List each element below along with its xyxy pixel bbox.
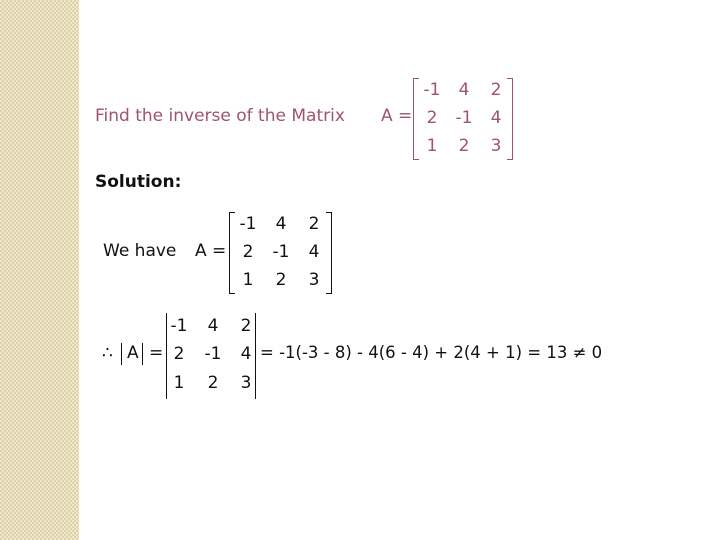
det-label-right-bar bbox=[142, 343, 143, 365]
therefore-symbol: ∴ bbox=[102, 343, 113, 363]
matrix-cell: 1 bbox=[426, 136, 438, 156]
matrix-cell: -1 bbox=[272, 242, 290, 262]
matrix-cell: -1 bbox=[423, 80, 441, 100]
matrix-cell: 1 bbox=[242, 270, 254, 290]
matrix-cell: 2 bbox=[242, 242, 254, 262]
det-label: A bbox=[127, 343, 139, 363]
matrix-cell: 4 bbox=[207, 316, 219, 336]
matrix-cell: 4 bbox=[308, 242, 320, 262]
determinant-expansion: = -1(-3 - 8) - 4(6 - 4) + 2(4 + 1) = 13 ≠ 0 bbox=[260, 343, 603, 362]
matrix-cell: 2 bbox=[426, 108, 438, 128]
matrix-cell: -1 bbox=[239, 214, 257, 234]
question-matrix-label: A = bbox=[381, 106, 413, 126]
matrix-cell: 2 bbox=[207, 373, 219, 393]
matrix-cell: 4 bbox=[490, 108, 502, 128]
matrix-cell: 1 bbox=[173, 373, 185, 393]
solution-matrix-label: A = bbox=[195, 241, 227, 261]
matrix-cell: -1 bbox=[204, 344, 222, 364]
matrix-cell: 2 bbox=[240, 316, 252, 336]
matrix-cell: 2 bbox=[458, 136, 470, 156]
we-have-text: We have bbox=[103, 241, 177, 261]
det-equals: = bbox=[149, 343, 164, 363]
matrix-cell: 3 bbox=[308, 270, 320, 290]
matrix-cell: 2 bbox=[308, 214, 320, 234]
solution-heading: Solution: bbox=[95, 172, 182, 192]
determinant-matrix bbox=[166, 313, 256, 399]
matrix-cell: 2 bbox=[275, 270, 287, 290]
matrix-cell: 4 bbox=[275, 214, 287, 234]
det-label-left-bar bbox=[121, 343, 122, 365]
matrix-cell: -1 bbox=[455, 108, 473, 128]
question-matrix bbox=[413, 78, 513, 160]
matrix-cell: 2 bbox=[490, 80, 502, 100]
question-text: Find the inverse of the Matrix bbox=[95, 106, 345, 126]
matrix-cell: -1 bbox=[170, 316, 188, 336]
matrix-cell: 4 bbox=[240, 344, 252, 364]
matrix-cell: 2 bbox=[173, 344, 185, 364]
decorative-side-strip bbox=[0, 0, 79, 540]
matrix-cell: 3 bbox=[490, 136, 502, 156]
matrix-cell: 3 bbox=[240, 373, 252, 393]
solution-matrix bbox=[229, 212, 332, 294]
matrix-cell: 4 bbox=[458, 80, 470, 100]
